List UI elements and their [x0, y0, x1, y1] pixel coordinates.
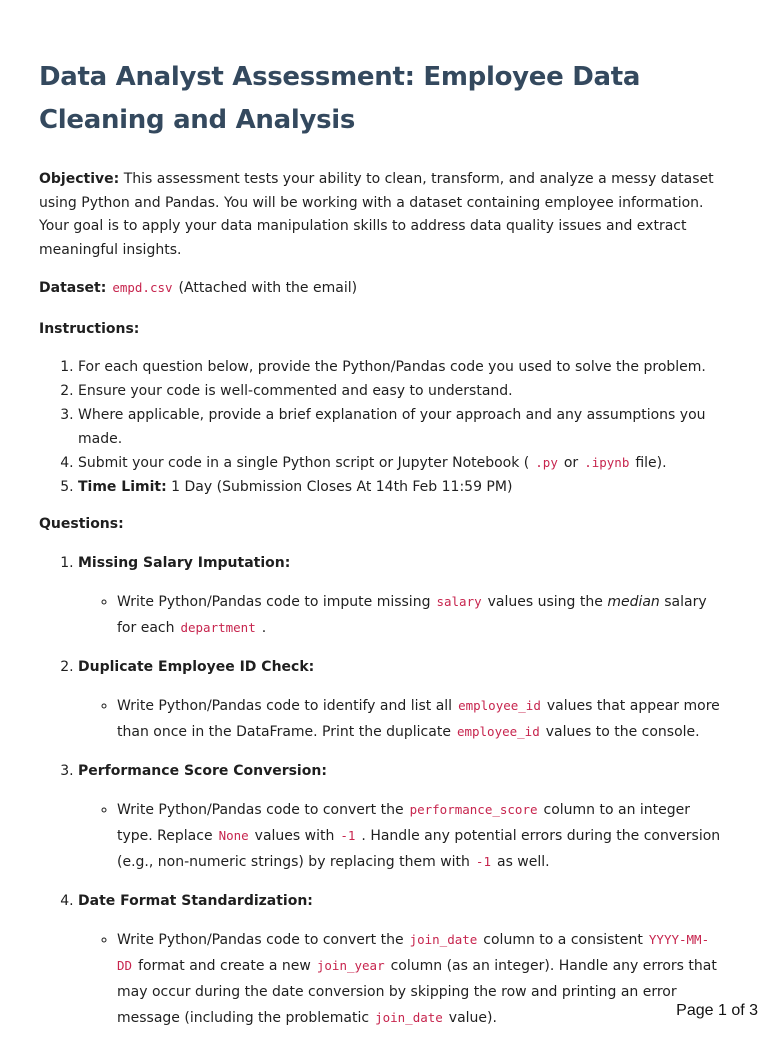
objective-label: Objective:: [39, 171, 120, 187]
detail-text: as well.: [496, 853, 550, 870]
question-details: [78, 693, 729, 745]
questions-heading-text: Questions:: [39, 516, 124, 532]
list-item: 1. For each question below, provide the Python/Pandas code you used to solve the problem.: [78, 355, 729, 379]
list-item: [78, 451, 729, 475]
code-join-year: join_year: [316, 957, 385, 973]
code-join-date: join_date: [409, 931, 478, 947]
objective-text: This assessment tests your ability to clean, transform, and analyze a messy dataset using Python and Pandas. You will be working with a dataset containing employee information. Your goal is to apply your data manipulation skills to address data quality issues and extract meaningful insights.: [39, 171, 714, 258]
list-item: [78, 475, 729, 499]
detail-text: format and create a new: [138, 957, 311, 974]
code-minus-one: -1: [475, 853, 491, 869]
code-minus-one: -1: [340, 827, 356, 843]
item-text: Submit your code in a single Python script or Jupyter Notebook (: [78, 455, 530, 471]
instructions-list: [39, 355, 729, 499]
page-number: Page 1 of 3: [676, 1002, 758, 1019]
item-text: file).: [635, 455, 667, 471]
code-employee-id: employee_id: [458, 697, 541, 713]
detail-text: values that appear more than once in the DataFrame. Print the duplicate: [117, 697, 720, 740]
detail-text: values using the: [487, 593, 603, 610]
questions-list: [39, 551, 729, 1031]
code-py: .py: [535, 455, 558, 470]
dataset-file: empd.csv: [112, 280, 173, 295]
question-title: 2. Duplicate Employee ID Check:: [78, 658, 315, 675]
detail-text: values with: [254, 827, 335, 844]
document-page: [39, 56, 729, 1045]
question-details: [78, 589, 729, 641]
detail-text: Write Python/Pandas code to convert the: [117, 801, 404, 818]
detail-text: value).: [448, 1009, 497, 1026]
detail-text: values to the console.: [545, 723, 700, 740]
detail-text: salary for each: [117, 593, 707, 636]
dataset-label: Dataset:: [39, 280, 107, 296]
question-1: [78, 551, 729, 641]
code-department: department: [180, 619, 256, 635]
code-salary: salary: [436, 593, 482, 609]
detail-text: .: [261, 619, 267, 636]
detail-text: Write Python/Pandas code to impute missing: [117, 593, 431, 610]
question-3: [78, 759, 729, 875]
detail-text: Write Python/Pandas code to identify and list all: [117, 697, 453, 714]
code-join-date: join_date: [375, 1009, 443, 1025]
list-item: 3. Where applicable, provide a brief explanation of your approach and any assumptions you made.: [78, 403, 729, 451]
detail-item: [117, 693, 729, 745]
question-details: [78, 927, 729, 1031]
time-limit-label: Time Limit:: [78, 479, 167, 495]
objective-paragraph: [39, 168, 729, 262]
code-ipynb: .ipynb: [584, 455, 630, 470]
code-employee-id: employee_id: [456, 723, 540, 739]
detail-text: Write Python/Pandas code to convert the: [117, 931, 404, 948]
page-title: Data Analyst Assessment: Employee Data Cleaning and Analysis: [39, 62, 641, 135]
item-text: or: [563, 455, 579, 471]
question-title: 4. Date Format Standardization:: [78, 892, 313, 909]
time-limit-text: 1 Day (Submission Closes At 14th Feb 11:59 PM): [171, 479, 513, 495]
emphasis-median: median: [607, 593, 660, 610]
code-none: None: [218, 827, 249, 843]
question-2: [78, 655, 729, 745]
detail-text: . Handle any potential errors during the conversion (e.g., non-numeric strings) by replacing them with: [117, 827, 721, 870]
detail-text: column to an integer type. Replace: [117, 801, 691, 844]
instructions-heading-text: Instructions:: [39, 320, 140, 337]
code-date-format: YYYY-MM-DD: [117, 931, 710, 973]
list-item: 2. Ensure your code is well-commented and easy to understand.: [78, 379, 729, 403]
questions-heading: [39, 513, 729, 537]
detail-item: [117, 589, 729, 641]
question-details: [78, 797, 729, 875]
code-performance-score: performance_score: [409, 801, 538, 817]
instructions-heading: [39, 318, 729, 342]
detail-item: [117, 927, 729, 1031]
detail-item: [117, 797, 729, 875]
dataset-line: [39, 276, 729, 301]
question-4: [78, 889, 729, 1031]
question-title: 3. Performance Score Conversion:: [78, 762, 327, 779]
dataset-note: (Attached with the email): [178, 280, 358, 296]
detail-text: column to a consistent: [483, 931, 643, 948]
detail-text: column (as an integer). Handle any errors that may occur during the date conversion by skipping the row and printing an error message (including the problematic: [117, 957, 717, 1026]
question-title: 1. Missing Salary Imputation:: [78, 554, 291, 571]
